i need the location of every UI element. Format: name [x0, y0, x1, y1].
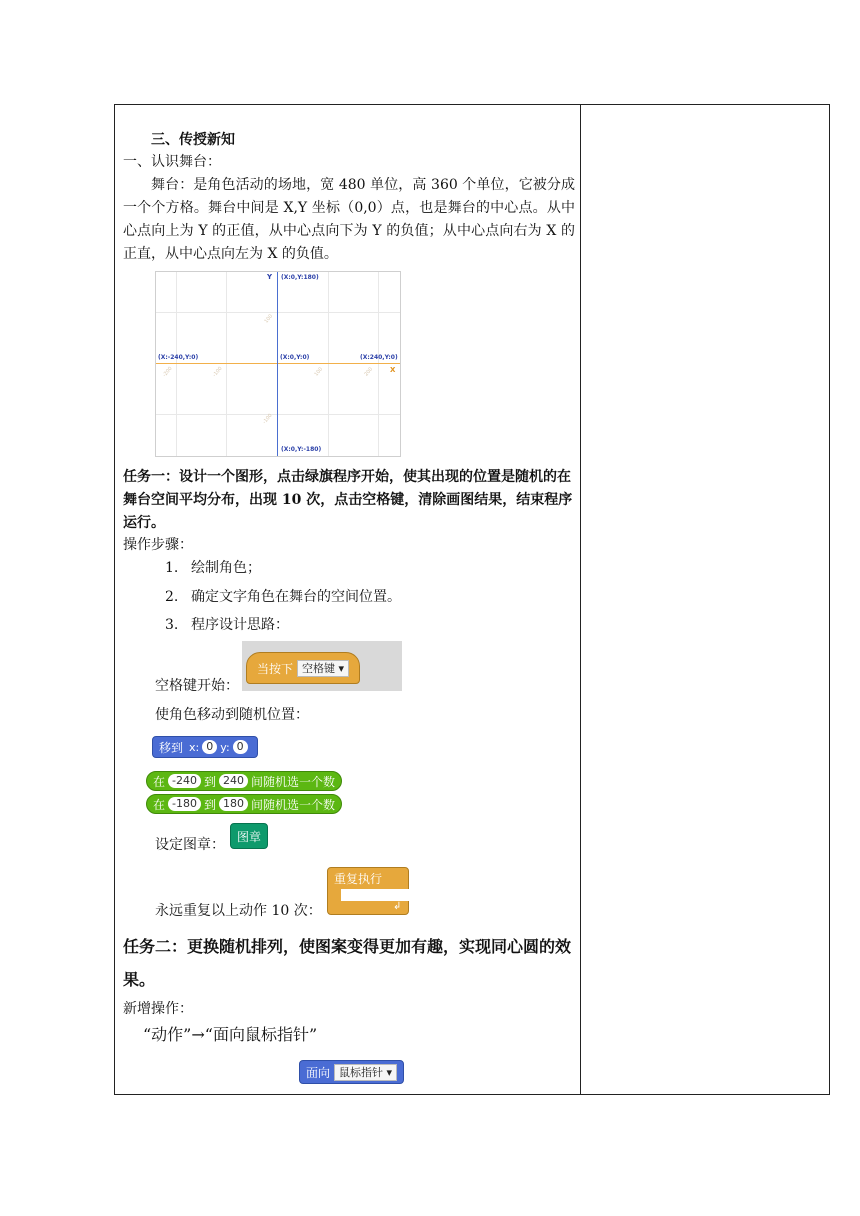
left-coordinate: (X:-240,Y:0) [158, 354, 199, 361]
y-axis-line [277, 272, 278, 456]
x-axis-label: X [390, 366, 396, 374]
random-suffix: 间随机选一个数 [251, 797, 336, 812]
repeat-label: 永远重复以上动作 10 次： [155, 903, 322, 919]
step-number: 3. [165, 617, 179, 633]
key-dropdown-value: 空格键 [302, 661, 336, 675]
tick-label: -100 [261, 412, 274, 426]
random-prefix: 在 [153, 797, 166, 812]
tick-label: 100 [313, 366, 325, 378]
top-coordinate: (X:0,Y:180) [281, 274, 319, 281]
target-dropdown[interactable] [334, 1064, 397, 1081]
chevron-down-icon: ▾ [386, 1065, 393, 1079]
y-label: y: [220, 740, 230, 754]
y-value-input[interactable]: 0 [233, 740, 248, 754]
stage-coordinate-diagram [155, 271, 401, 457]
x-axis-line [156, 363, 400, 364]
right-coordinate: (X:240,Y:0) [360, 354, 398, 361]
lesson-table [114, 104, 830, 1095]
step-number: 1. [165, 560, 179, 576]
center-coordinate: (X:0,Y:0) [280, 354, 310, 361]
random-block-y[interactable] [146, 794, 342, 814]
key-dropdown[interactable] [297, 660, 349, 677]
x-label: x: [189, 740, 200, 754]
target-dropdown-value: 鼠标指针 [339, 1065, 384, 1079]
goto-label: 移到 [159, 740, 184, 755]
move-label: 使角色移动到随机位置： [155, 707, 309, 723]
random-block-x[interactable] [146, 771, 342, 791]
task-two: 任务二：更换随机排列，使图案变得更加有趣，实现同心圆的效果。 [123, 937, 572, 989]
bottom-coordinate: (X:0,Y:-180) [281, 446, 322, 453]
stamp-block[interactable] [230, 823, 268, 849]
point-towards-block[interactable] [299, 1060, 404, 1084]
column-divider [580, 105, 581, 1094]
new-op-label: 新增操作： [123, 1001, 193, 1017]
tick-label: 200 [363, 366, 375, 378]
tick-label: 100 [263, 313, 275, 325]
stage-paragraph: 舞台：是角色活动的场地，宽 480 单位，高 360 个单位，它被分成一个个方格。舞台中间是 X,Y 坐标（0,0）点，也是舞台的中心点。从中心点向上为 Y 的正值，从中心点向下为 Y 的负值；从中心点向右为 X 的正直，从中心点向左为 X 的负值。 [123, 177, 575, 262]
section-heading: 三、传授新知 [151, 132, 235, 148]
step-number: 2. [165, 589, 179, 605]
stamp-label: 设定图章： [155, 837, 225, 853]
when-key-pressed-block[interactable] [246, 652, 360, 684]
hat-block-label: 当按下 [257, 661, 294, 676]
chevron-down-icon: ▾ [338, 661, 345, 675]
step-text: 程序设计思路： [191, 617, 289, 633]
loop-arrow-icon: ↲ [393, 901, 402, 912]
space-start-label: 空格键开始： [155, 678, 239, 694]
random-to-input[interactable]: 180 [219, 797, 248, 811]
sub-heading: 一、认识舞台： [123, 154, 221, 170]
point-towards-label: 面向 [306, 1065, 331, 1080]
menu-path-text: “动作”→“面向鼠标指针” [143, 1025, 318, 1044]
go-to-xy-block[interactable] [152, 736, 258, 758]
stamp-block-label: 图章 [237, 829, 262, 844]
random-suffix: 间随机选一个数 [251, 774, 336, 789]
repeat-block-mouth [341, 889, 409, 901]
random-prefix: 在 [153, 774, 166, 789]
step-text: 确定文字角色在舞台的空间位置。 [191, 589, 401, 605]
random-to-word: 到 [203, 774, 216, 789]
step-text: 绘制角色； [191, 560, 261, 576]
random-from-input[interactable]: -240 [168, 774, 201, 788]
repeat-block-label: 重复执行 [334, 872, 383, 886]
y-axis-label: Y [267, 273, 273, 281]
tick-label: -200 [161, 365, 174, 379]
random-to-input[interactable]: 240 [219, 774, 248, 788]
random-from-input[interactable]: -180 [168, 797, 201, 811]
steps-label: 操作步骤： [123, 537, 193, 553]
random-to-word: 到 [203, 797, 216, 812]
task-one: 任务一：设计一个图形，点击绿旗程序开始，使其出现的位置是随机的在舞台空间平均分布，出现 10 次，点击空格键，清除画图结果，结束程序运行。 [123, 469, 573, 531]
x-value-input[interactable]: 0 [202, 740, 217, 754]
tick-label: -100 [211, 365, 224, 379]
